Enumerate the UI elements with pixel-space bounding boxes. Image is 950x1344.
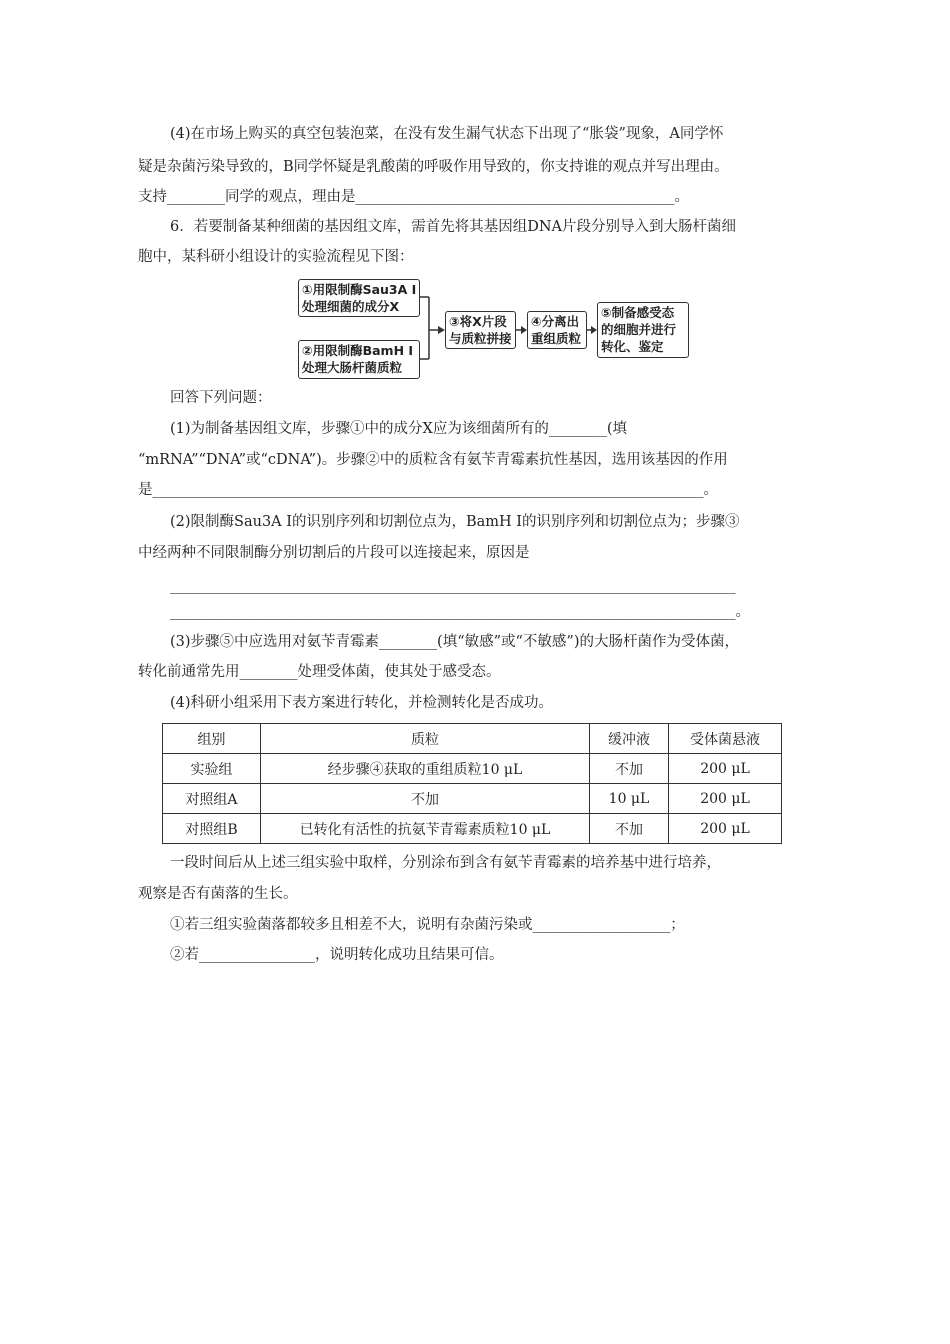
after-table-item-1: ①若三组实验菌落都较多且相差不大，说明有杂菌污染或___________________； (170, 917, 685, 933)
flow-step-3-line-2: 与质粒拼接 (449, 331, 512, 346)
flow-step-3 (445, 311, 516, 349)
table-cell: 200 μL (669, 784, 782, 814)
table-cell: 对照组B (163, 814, 261, 844)
transformation-table (162, 723, 782, 844)
after-table-line-2: 观察是否有菌落的生长。 (138, 886, 298, 902)
after-table-item-2: ②若________________，说明转化成功且结果可信。 (170, 947, 504, 963)
sub1-line-1: (1)为制备基因组文库，步骤①中的成分X应为该细菌所有的________(填 (170, 421, 628, 437)
flow-step-3-line-1: ③将X片段 (449, 314, 507, 329)
header-plasmid: 质粒 (261, 724, 590, 754)
sub1-line-2: “mRNA”“DNA”或“cDNA”)。步骤②中的质粒含有氨苄青霉素抗性基因，选用该基因的作用 (138, 452, 728, 468)
q6-line-1: 6．若要制备某种细菌的基因组文库，需首先将其基因组DNA片段分别导入到大肠杆菌细 (170, 219, 737, 235)
table-row (163, 754, 782, 784)
sub2-line-1: (2)限制酶Sau3A Ⅰ的识别序列和切割位点为，BamH Ⅰ的识别序列和切割位点为；步骤③ (170, 514, 740, 530)
table-cell: 200 μL (669, 814, 782, 844)
sub2-line-2: 中经两种不同限制酶分别切割后的片段可以连接起来，原因是 (138, 545, 530, 561)
header-group: 组别 (163, 724, 261, 754)
flow-step-1-line-1: ①用限制酶Sau3A Ⅰ (302, 282, 417, 297)
flow-step-5-line-1: ⑤制备感受态 (601, 305, 675, 320)
table-row (163, 784, 782, 814)
flow-step-2-line-1: ②用限制酶BamH Ⅰ (302, 343, 414, 358)
table-row (163, 814, 782, 844)
flow-step-2-line-2: 处理大肠杆菌质粒 (302, 360, 403, 375)
table-header-row (163, 724, 782, 754)
flow-step-5 (597, 302, 689, 358)
flow-step-4 (527, 311, 587, 349)
q4-line-2: 疑是杂菌污染导致的，B同学怀疑是乳酸菌的呼吸作用导致的，你支持谁的观点并写出理由。 (138, 159, 729, 175)
sub3-line-1: (3)步骤⑤中应选用对氨苄青霉素________(填“敏感”或“不敏感”)的大肠杆菌作为受体菌， (170, 634, 740, 650)
sub4-line-1: (4)科研小组采用下表方案进行转化，并检测转化是否成功。 (170, 695, 554, 711)
flow-step-2 (298, 340, 420, 379)
flow-step-1-line-2: 处理细菌的成分X (302, 299, 400, 314)
table-cell: 10 μL (590, 784, 669, 814)
sub3-line-2: 转化前通常先用________处理受体菌，使其处于感受态。 (138, 664, 501, 680)
q4-line-3: 支持________同学的观点，理由是____________________________________________。 (138, 189, 689, 205)
sub2-blank-1: ______________________________________________________________________________ (170, 578, 736, 594)
table-cell: 不加 (590, 754, 669, 784)
sub1-line-3: 是____________________________________________________________________________。 (138, 482, 718, 498)
flow-step-4-line-1: ④分离出 (531, 314, 580, 329)
flow-step-5-line-2: 的细胞并进行 (601, 322, 677, 337)
flow-step-4-line-2: 重组质粒 (531, 331, 582, 346)
table-cell: 对照组A (163, 784, 261, 814)
table-cell: 实验组 (163, 754, 261, 784)
header-buffer: 缓冲液 (590, 724, 669, 754)
flow-step-1 (298, 279, 420, 317)
experiment-flowchart (298, 277, 698, 381)
table-cell: 不加 (261, 784, 590, 814)
table-cell: 200 μL (669, 754, 782, 784)
q4-line-1: (4)在市场上购买的真空包装泡菜，在没有发生漏气状态下出现了“胀袋”现象，A同学怀 (170, 126, 724, 142)
table-cell: 不加 (590, 814, 669, 844)
answer-prompt: 回答下列问题： (170, 390, 272, 406)
table-cell: 已转化有活性的抗氨苄青霉素质粒10 μL (261, 814, 590, 844)
q6-line-2: 胞中，某科研小组设计的实验流程见下图： (138, 249, 414, 265)
table-cell: 经步骤④获取的重组质粒10 μL (261, 754, 590, 784)
after-table-line-1: 一段时间后从上述三组实验中取样，分别涂布到含有氨苄青霉素的培养基中进行培养， (170, 855, 721, 871)
flow-step-5-line-3: 转化、鉴定 (601, 339, 664, 354)
sub2-blank-2: ______________________________________________________________________________。 (170, 604, 750, 620)
header-recipient: 受体菌悬液 (669, 724, 782, 754)
